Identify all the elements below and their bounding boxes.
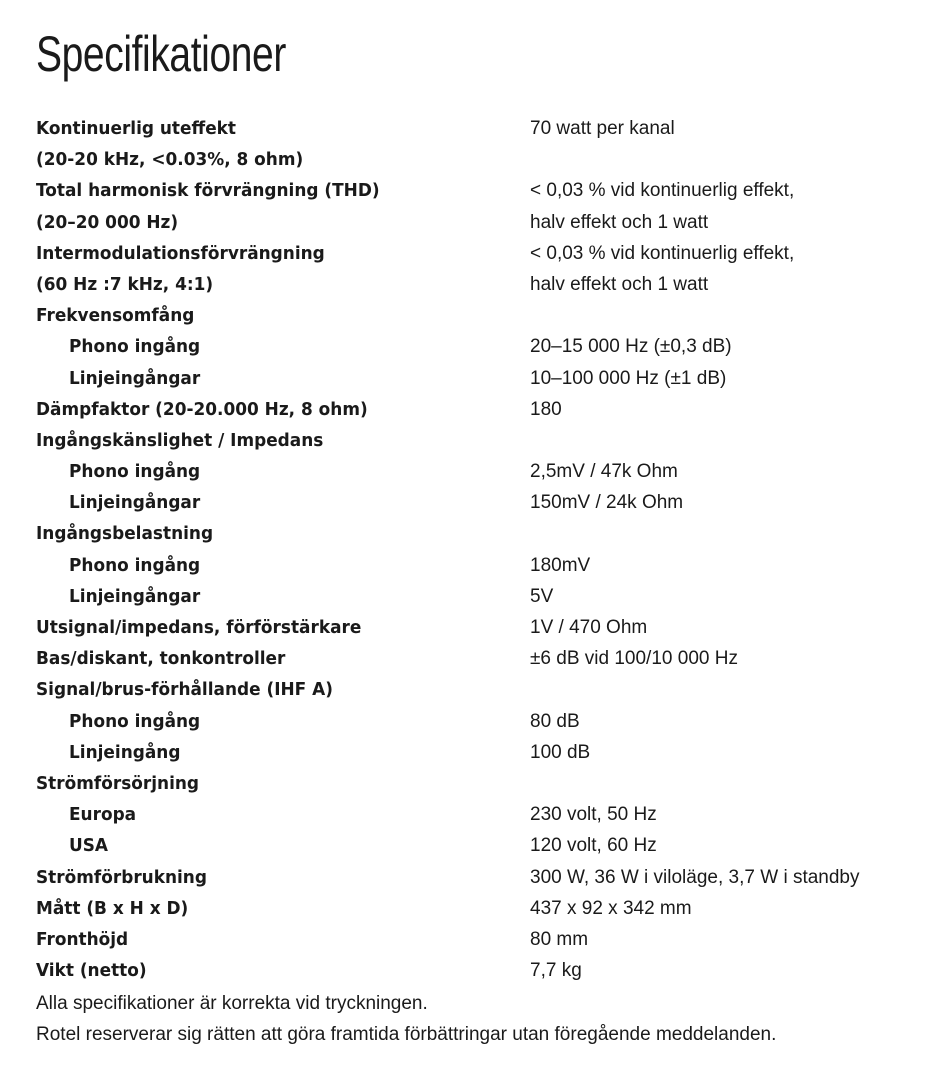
spec-label: Ingångskänslighet / Impedans xyxy=(36,429,324,451)
spec-row xyxy=(0,207,940,238)
spec-value: 2,5mV / 47k Ohm xyxy=(530,461,678,483)
spec-value: 5V xyxy=(530,585,554,607)
spec-value: 437 x 92 x 342 mm xyxy=(530,897,692,919)
spec-value: ±6 dB vid 100/10 000 Hz xyxy=(530,648,738,670)
spec-row xyxy=(0,768,940,799)
spec-sublabel: Linjeingångar xyxy=(69,585,201,607)
spec-row xyxy=(0,550,940,581)
spec-row xyxy=(0,612,940,643)
spec-label: Dämpfaktor (20-20.000 Hz, 8 ohm) xyxy=(36,398,368,420)
spec-label: (60 Hz :7 kHz, 4:1) xyxy=(36,273,214,295)
spec-sublabel: Linjeingångar xyxy=(69,367,201,389)
spec-row xyxy=(0,487,940,518)
spec-row xyxy=(0,144,940,175)
spec-value: halv effekt och 1 watt xyxy=(530,211,709,233)
spec-value: 7,7 kg xyxy=(530,960,582,982)
spec-table xyxy=(0,113,940,986)
spec-sublabel: Linjeingång xyxy=(69,741,181,763)
spec-row xyxy=(0,643,940,674)
spec-sublabel: Linjeingångar xyxy=(69,492,201,514)
spec-row xyxy=(0,830,940,861)
spec-label: Bas/diskant, tonkontroller xyxy=(36,648,286,670)
spec-row xyxy=(0,425,940,456)
spec-row xyxy=(0,456,940,487)
spec-label: (20-20 kHz, <0.03%, 8 ohm) xyxy=(36,149,304,171)
spec-label: Vikt (netto) xyxy=(36,960,147,982)
spec-row xyxy=(0,862,940,893)
spec-label: Ingångsbelastning xyxy=(36,523,214,545)
spec-label: Kontinuerlig uteffekt xyxy=(36,118,237,139)
spec-value: 300 W, 36 W i viloläge, 3,7 W i standby xyxy=(530,866,860,888)
spec-label: (20–20 000 Hz) xyxy=(36,211,179,233)
spec-label: Intermodulationsförvrängning xyxy=(36,242,325,264)
spec-sublabel: Phono ingång xyxy=(69,336,201,358)
spec-value: 100 dB xyxy=(530,741,591,763)
spec-label: Total harmonisk förvrängning (THD) xyxy=(36,180,380,202)
spec-value: 150mV / 24k Ohm xyxy=(530,492,684,514)
spec-sublabel: Phono ingång xyxy=(69,710,201,732)
spec-row xyxy=(0,394,940,425)
footer-note-accuracy: Alla specifikationer är korrekta vid tryckningen. xyxy=(36,993,428,1014)
spec-row xyxy=(0,269,940,300)
spec-value: 230 volt, 50 Hz xyxy=(530,804,657,826)
footer-notes xyxy=(36,988,776,1050)
spec-sublabel: USA xyxy=(69,835,109,857)
spec-value: 180mV xyxy=(530,554,591,576)
spec-value: 1V / 470 Ohm xyxy=(530,617,648,638)
spec-value: halv effekt och 1 watt xyxy=(530,273,709,295)
spec-sublabel: Europa xyxy=(69,804,137,826)
spec-label: Mått (B x H x D) xyxy=(36,897,189,919)
spec-row xyxy=(0,363,940,394)
spec-row xyxy=(0,955,940,986)
spec-row xyxy=(0,175,940,206)
spec-label: Fronthöjd xyxy=(36,928,129,950)
spec-row xyxy=(0,706,940,737)
spec-label: Frekvensomfång xyxy=(36,305,195,327)
spec-row xyxy=(0,674,940,705)
spec-label: Strömförsörjning xyxy=(36,772,200,794)
spec-value: 180 xyxy=(530,398,562,420)
spec-sublabel: Phono ingång xyxy=(69,554,201,576)
spec-value: < 0,03 % vid kontinuerlig effekt, xyxy=(530,242,795,264)
spec-row xyxy=(0,518,940,549)
spec-value: 80 mm xyxy=(530,928,589,950)
footer-note-rights: Rotel reserverar sig rätten att göra framtida förbättringar utan föregående meddelanden. xyxy=(36,1024,777,1045)
spec-value: < 0,03 % vid kontinuerlig effekt, xyxy=(530,180,795,202)
spec-label: Utsignal/impedans, förförstärkare xyxy=(36,617,362,638)
spec-value: 10–100 000 Hz (±1 dB) xyxy=(530,367,727,389)
spec-label: Signal/brus-förhållande (IHF A) xyxy=(36,679,333,701)
spec-row xyxy=(0,737,940,768)
spec-sublabel: Phono ingång xyxy=(69,461,201,483)
spec-value: 120 volt, 60 Hz xyxy=(530,835,657,857)
spec-row xyxy=(0,113,940,144)
spec-value: 80 dB xyxy=(530,710,580,732)
spec-row xyxy=(0,799,940,830)
spec-row xyxy=(0,300,940,331)
spec-row xyxy=(0,238,940,269)
spec-row xyxy=(0,924,940,955)
spec-value: 20–15 000 Hz (±0,3 dB) xyxy=(530,336,732,358)
spec-value: 70 watt per kanal xyxy=(530,118,675,139)
spec-row xyxy=(0,581,940,612)
spec-row xyxy=(0,331,940,362)
spec-label: Strömförbrukning xyxy=(36,866,207,888)
page-title: Specifikationer xyxy=(36,26,286,82)
spec-row xyxy=(0,893,940,924)
